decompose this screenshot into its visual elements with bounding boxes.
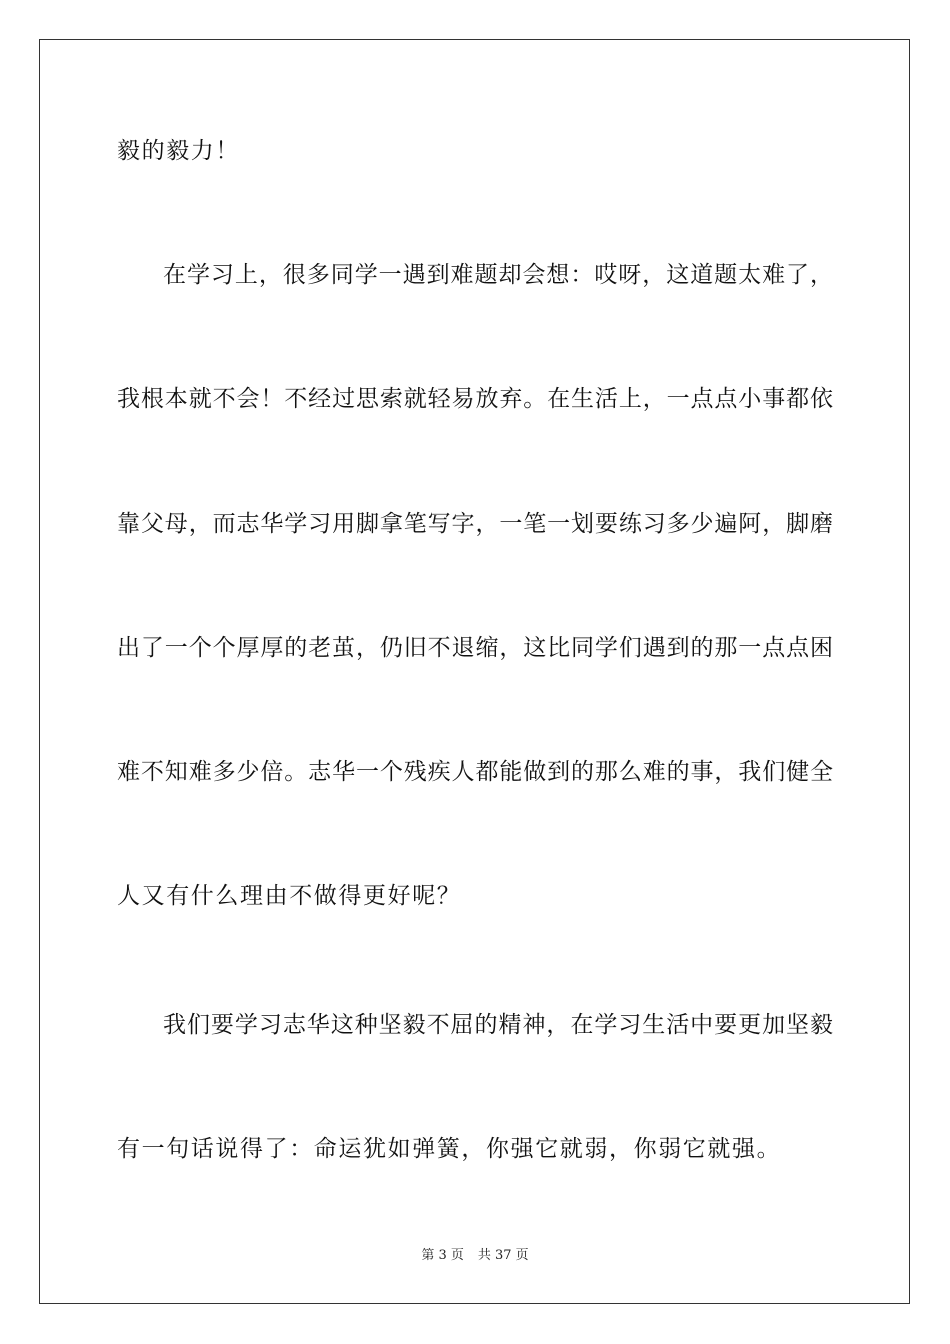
text-line-4: 靠父母，而志华学习用脚拿笔写字，一笔一划要练习多少遍阿，脚磨 (117, 511, 833, 537)
page-number: 第 3 页 (421, 1248, 464, 1263)
page-border (39, 39, 910, 1304)
page-footer (0, 1247, 950, 1265)
text-line-8: 我们要学习志华这种坚毅不屈的精神，在学习生活中要更加坚毅 (163, 1012, 833, 1038)
text-line-9: 有一句话说得了：命运犹如弹簧，你强它就弱，你弱它就强。 (117, 1136, 782, 1162)
text-line-6: 难不知难多少倍。志华一个残疾人都能做到的那么难的事，我们健全 (117, 759, 833, 785)
text-line-7: 人又有什么理由不做得更好呢？ (117, 883, 462, 909)
page-total: 共 37 页 (477, 1248, 529, 1263)
text-line-5: 出了一个个厚厚的老茧，仍旧不退缩，这比同学们遇到的那一点点困 (117, 635, 833, 661)
text-line-3: 我根本就不会！不经过思索就轻易放弃。在生活上，一点点小事都依 (117, 386, 833, 412)
text-line-2: 在学习上，很多同学一遇到难题却会想：哎呀，这道题太难了， (163, 262, 833, 288)
text-line-1: 毅的毅力！ (117, 138, 240, 164)
